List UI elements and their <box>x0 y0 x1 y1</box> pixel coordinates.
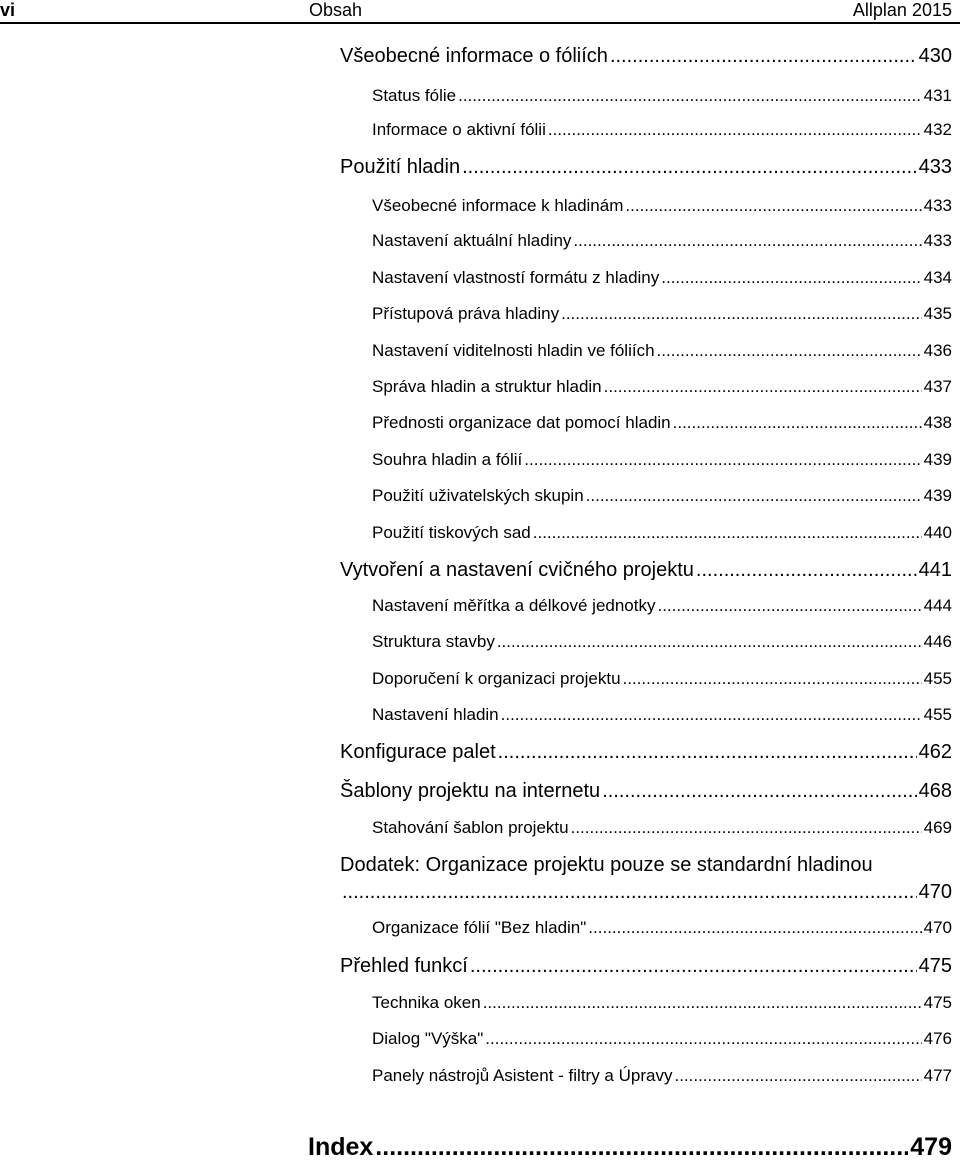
toc-entry-page: 444 <box>923 596 952 615</box>
toc-entry[interactable] <box>372 1028 952 1050</box>
toc-entry-title: Šablony projektu na internetu <box>340 780 601 802</box>
toc-entry-page: 436 <box>923 341 952 360</box>
toc-entry-title: Konfigurace palet <box>340 741 496 763</box>
toc-entry[interactable] <box>372 376 952 398</box>
header-product-name: Allplan 2015 <box>852 0 952 20</box>
toc-entry-title: Správa hladin a struktur hladin <box>372 377 602 396</box>
dot-leader <box>610 43 917 69</box>
dot-leader <box>623 668 922 690</box>
dot-leader <box>561 303 922 325</box>
toc-entry-title: Nastavení měřítka a délkové jednotky <box>372 596 656 615</box>
toc-entry-title: Všeobecné informace k hladinám <box>372 196 624 215</box>
toc-entry-page: 475 <box>918 955 952 977</box>
toc-entry[interactable] <box>372 119 952 141</box>
header-section-title: Obsah <box>309 0 363 20</box>
toc-entry-page: 433 <box>923 196 952 215</box>
toc-entry-title[interactable]: Dodatek: Organizace projektu pouze se standardní hladinou <box>340 854 873 876</box>
toc-entry[interactable] <box>372 668 952 690</box>
toc-entry-title: Nastavení viditelnosti hladin ve fóliích <box>372 341 655 360</box>
toc-entry-page: 470 <box>918 881 952 903</box>
dot-leader <box>375 1132 908 1162</box>
toc-entry-title: Souhra hladin a fólií <box>372 450 523 469</box>
toc-entry[interactable] <box>372 303 952 325</box>
dot-leader <box>458 85 922 107</box>
toc-entry-page: 476 <box>923 1029 952 1048</box>
toc-entry[interactable] <box>372 522 952 544</box>
dot-leader <box>485 1028 921 1050</box>
toc-entry-page: 470 <box>923 918 952 937</box>
toc-entry-page: 441 <box>918 559 952 581</box>
toc-entry-page: 440 <box>923 523 952 542</box>
toc-entry-page: 479 <box>910 1133 952 1161</box>
toc-entry-page: 432 <box>923 120 952 139</box>
dot-leader <box>548 119 922 141</box>
toc-entry[interactable] <box>340 953 952 979</box>
toc-entry-title: Použití tiskových sad <box>372 523 531 542</box>
dot-leader <box>573 230 921 252</box>
toc-entry-title: Dialog "Výška" <box>372 1029 484 1048</box>
dot-leader <box>696 557 917 583</box>
toc-entry-page: 455 <box>923 669 952 688</box>
toc-entry[interactable] <box>340 879 952 905</box>
dot-leader <box>533 522 922 544</box>
toc-entry[interactable] <box>340 43 952 69</box>
toc-entry-title: Stahování šablon projektu <box>372 818 569 837</box>
toc-entry-page: 431 <box>923 86 952 105</box>
toc-entry-page: 462 <box>918 741 952 763</box>
toc-entry[interactable] <box>372 267 952 289</box>
dot-leader <box>462 154 917 180</box>
toc-entry-title: Nastavení aktuální hladiny <box>372 231 572 250</box>
toc-entry-title: Struktura stavby <box>372 632 495 651</box>
toc-entry-page: 446 <box>923 632 952 651</box>
toc-entry-title: Technika oken <box>372 993 481 1012</box>
toc-entry[interactable] <box>340 778 952 804</box>
dot-leader <box>342 879 917 905</box>
toc-entry-page: 439 <box>923 486 952 505</box>
page-number: vi <box>0 0 16 20</box>
toc-entry-title: Přednosti organizace dat pomocí hladin <box>372 413 671 432</box>
toc-entry-title: Panely nástrojů Asistent - filtry a Úpravy <box>372 1066 673 1085</box>
toc-entry-page: 438 <box>923 413 952 432</box>
dot-leader <box>661 267 921 289</box>
dot-leader <box>586 485 922 507</box>
toc-entry-title: Použití hladin <box>340 156 461 178</box>
dot-leader <box>483 992 922 1014</box>
toc-entry-index[interactable] <box>308 1132 952 1162</box>
dot-leader <box>657 340 922 362</box>
toc-entry-page: 435 <box>923 304 952 323</box>
toc-entry-title: Index <box>308 1133 374 1161</box>
dot-leader <box>673 412 922 434</box>
toc-entry-title: Přehled funkcí <box>340 955 468 977</box>
toc-entry[interactable] <box>372 195 952 217</box>
dot-leader <box>501 704 922 726</box>
toc-entry[interactable] <box>340 154 952 180</box>
toc-entry-title: Status fólie <box>372 86 457 105</box>
toc-entry[interactable] <box>372 230 952 252</box>
toc-entry-title: Nastavení hladin <box>372 705 499 724</box>
toc-entry[interactable] <box>340 557 952 583</box>
toc-entry[interactable] <box>372 340 952 362</box>
toc-entry-title: Informace o aktivní fólii <box>372 120 546 139</box>
toc-entry[interactable] <box>372 704 952 726</box>
toc-entry-title: Všeobecné informace o fóliích <box>340 45 608 67</box>
dot-leader <box>498 739 917 765</box>
toc-entry-title: Organizace fólií "Bez hladin" <box>372 918 587 937</box>
toc-entry-page: 468 <box>918 780 952 802</box>
toc-entry[interactable] <box>340 739 952 765</box>
toc-entry-title: Přístupová práva hladiny <box>372 304 560 323</box>
toc-entry[interactable] <box>372 85 952 107</box>
toc-entry-page: 439 <box>923 450 952 469</box>
toc-entry[interactable] <box>372 412 952 434</box>
toc-entry[interactable] <box>372 595 952 617</box>
toc-entry-title: Použití uživatelských skupin <box>372 486 584 505</box>
toc-entry[interactable] <box>372 485 952 507</box>
toc-entry-page: 477 <box>923 1066 952 1085</box>
toc-entry[interactable] <box>372 449 952 471</box>
dot-leader <box>571 817 922 839</box>
toc-entry[interactable] <box>372 992 952 1014</box>
toc-entry[interactable] <box>372 631 952 653</box>
dot-leader <box>625 195 921 217</box>
toc-entry-page: 455 <box>923 705 952 724</box>
dot-leader <box>524 449 921 471</box>
toc-entry-page: 475 <box>923 993 952 1012</box>
toc-entry[interactable] <box>372 817 952 839</box>
dot-leader <box>657 595 921 617</box>
toc-entry-page: 433 <box>918 156 952 178</box>
toc-entry-page: 433 <box>923 231 952 250</box>
toc-entry-page: 437 <box>923 377 952 396</box>
toc-entry-title: Vytvoření a nastavení cvičného projektu <box>340 559 694 581</box>
toc-entry[interactable] <box>372 1065 952 1087</box>
toc-entry-title: Doporučení k organizaci projektu <box>372 669 621 688</box>
dot-leader <box>497 631 922 653</box>
toc-entry[interactable] <box>372 917 952 939</box>
toc-entry-title: Nastavení vlastností formátu z hladiny <box>372 268 660 287</box>
dot-leader <box>470 953 917 979</box>
dot-leader <box>604 376 922 398</box>
toc-entry-page: 469 <box>923 818 952 837</box>
toc-entry-page: 430 <box>918 45 952 67</box>
dot-leader <box>674 1065 921 1087</box>
dot-leader <box>588 917 921 939</box>
toc-entry-page: 434 <box>923 268 952 287</box>
dot-leader <box>602 778 916 804</box>
